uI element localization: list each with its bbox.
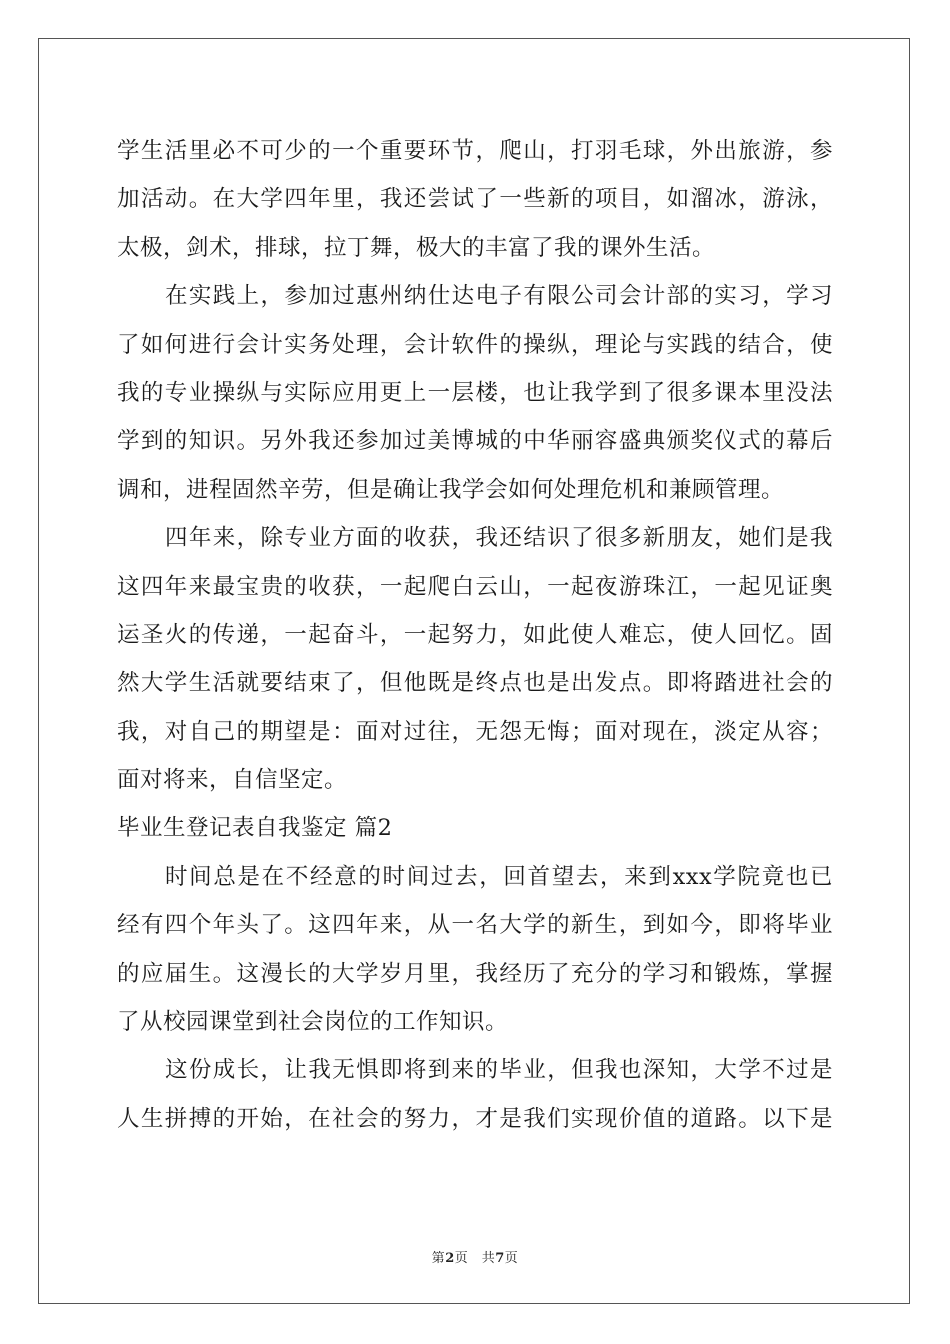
- text-line: 然大学生活就要结束了，但他既是终点也是出发点。即将踏进社会的: [117, 670, 833, 697]
- footer-suffix: 页: [504, 1251, 519, 1266]
- text-line: 我的专业操纵与实际应用更上一层楼，也让我学到了很多课本里没法: [117, 379, 833, 406]
- section-heading: 毕业生登记表自我鉴定 篇2: [117, 815, 393, 842]
- text-line: 加活动。在大学四年里，我还尝试了一些新的项目，如溜冰，游泳，: [117, 186, 833, 213]
- text-line: 的应届生。这漫长的大学岁月里，我经历了充分的学习和锻炼，掌握: [117, 960, 833, 987]
- text-line: 学生活里必不可少的一个重要环节，爬山，打羽毛球，外出旅游，参: [117, 138, 833, 164]
- text-line: 了如何进行会计实务处理，会计软件的操纵，理论与实践的结合，使: [117, 331, 833, 358]
- paragraph-start-line: 这份成长，让我无惧即将到来的毕业，但我也深知，大学不过是: [165, 1057, 833, 1084]
- text-line: 太极，剑术，排球，拉丁舞，极大的丰富了我的课外生活。: [117, 234, 716, 261]
- text-line: 经有四个年头了。这四年来，从一名大学的新生，到如今，即将毕业: [117, 912, 833, 939]
- paragraph-start-line: 四年来，除专业方面的收获，我还结识了很多新朋友，她们是我: [165, 525, 833, 552]
- paragraph-start-line: 时间总是在不经意的时间过去，回首望去，来到xxx学院竟也已: [165, 863, 833, 890]
- text-line: 面对将来，自信坚定。: [117, 767, 348, 794]
- footer-mid: 页 共: [454, 1251, 496, 1266]
- text-line: 学到的知识。另外我还参加过美博城的中华丽容盛典颁奖仪式的幕后: [117, 428, 833, 455]
- text-line: 我，对自己的期望是：面对过往，无怨无悔；面对现在，淡定从容；: [117, 718, 833, 745]
- text-line: 了从校园课堂到社会岗位的工作知识。: [117, 1009, 509, 1036]
- document-body: [117, 127, 833, 1143]
- text-line: 调和，进程固然辛劳，但是确让我学会如何处理危机和兼顾管理。: [117, 476, 785, 503]
- text-line: 这四年来最宝贵的收获，一起爬白云山，一起夜游珠江，一起见证奥: [117, 573, 833, 600]
- paragraph-start-line: 在实践上，参加过惠州纳仕达电子有限公司会计部的实习，学习: [165, 283, 833, 310]
- total-page-number: 7: [495, 1251, 505, 1266]
- current-page-number: 2: [445, 1251, 455, 1266]
- footer-prefix: 第: [431, 1251, 446, 1266]
- page-footer: [0, 1247, 950, 1266]
- text-line: 人生拼搏的开始，在社会的努力，才是我们实现价值的道路。以下是: [117, 1105, 833, 1132]
- text-line: 运圣火的传递，一起奋斗，一起努力，如此使人难忘，使人回忆。固: [117, 621, 833, 648]
